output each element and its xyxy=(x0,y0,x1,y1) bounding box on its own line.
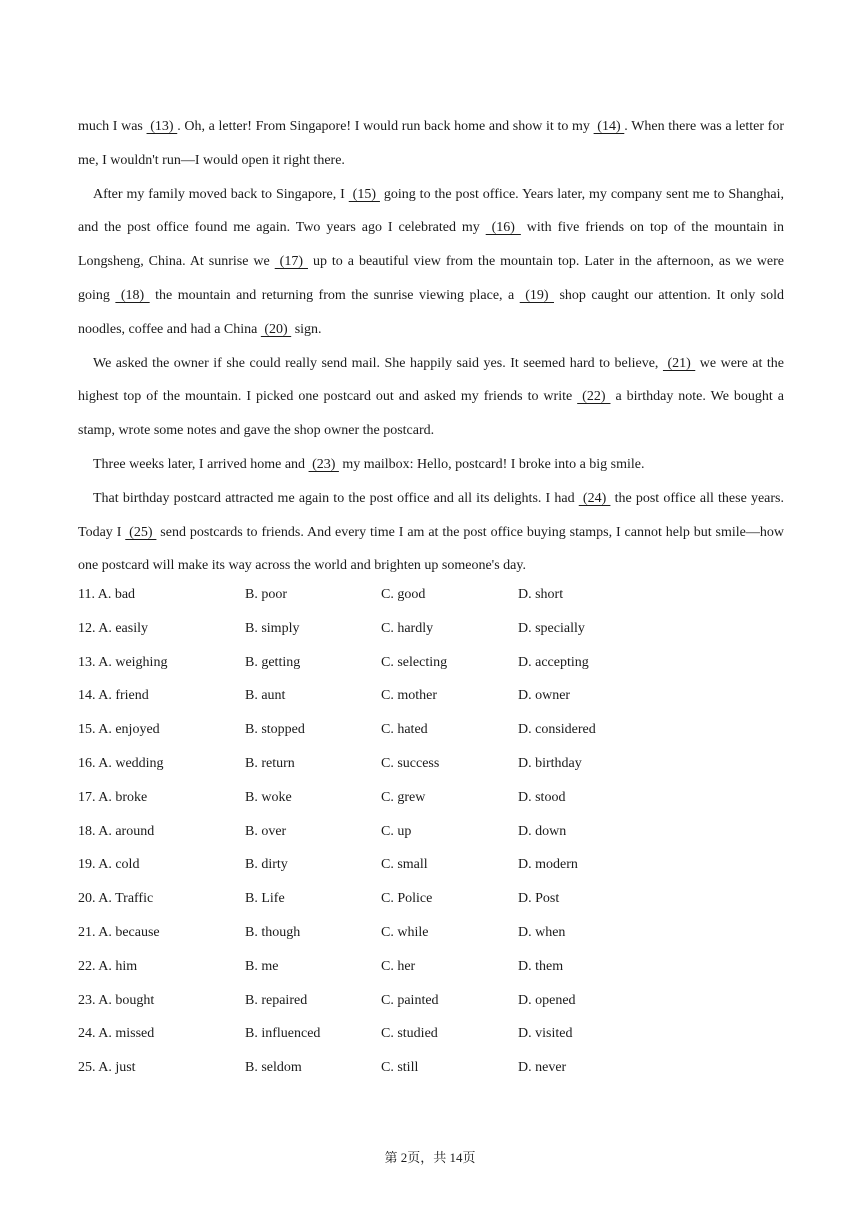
option-b: B. influenced xyxy=(245,1026,321,1042)
option-c: C. studied xyxy=(381,1026,438,1042)
question-row xyxy=(78,815,784,849)
passage-segment: After my family moved back to Singapore, I xyxy=(93,186,349,202)
option-c: C. while xyxy=(381,924,429,940)
question-number: 25. xyxy=(78,1060,96,1076)
question-number: 12. xyxy=(78,620,96,636)
blank-marker: (15) xyxy=(348,186,380,202)
option-d: D. never xyxy=(518,1060,567,1076)
option-a xyxy=(78,713,160,747)
option-a xyxy=(78,646,167,680)
option-a-text: A. broke xyxy=(98,789,148,805)
option-a-text: A. friend xyxy=(98,688,149,704)
question-row xyxy=(78,612,784,646)
option-b: B. poor xyxy=(245,587,287,602)
passage-segment: up to a beautiful view from the mountain top. Later in the afternoon, as we were going xyxy=(78,254,784,303)
passage-segment: much I was xyxy=(78,119,147,134)
question-number: 17. xyxy=(78,789,96,805)
passage-segment: going to the post office. Years later, my company sent me to Shanghai, and the post office found me again. Two years ago I celebrated my xyxy=(78,186,784,236)
passage-segment: . Oh, a letter! From Singapore! I would run back home and show it to my xyxy=(177,119,594,134)
question-row xyxy=(78,578,784,612)
blank-marker: (14) xyxy=(593,119,625,134)
option-b: B. repaired xyxy=(245,992,308,1008)
option-a-text: A. enjoyed xyxy=(98,722,160,738)
blank-marker: (17) xyxy=(274,254,308,270)
blank-marker: (21) xyxy=(662,355,696,371)
page-number: 第 2页，共 14页 xyxy=(384,1150,476,1165)
blank-marker: (13) xyxy=(146,119,178,134)
option-c: C. hardly xyxy=(381,620,434,636)
option-d: D. Post xyxy=(518,891,560,907)
option-a xyxy=(78,916,160,950)
option-b: B. though xyxy=(245,924,301,940)
paragraph-2 xyxy=(78,178,784,347)
option-a xyxy=(78,882,153,916)
passage-segment: Three weeks later, I arrived home and xyxy=(93,456,309,472)
option-b: B. aunt xyxy=(245,688,286,704)
passage-segment: we were at the highest top of the mountain. I picked one postcard out and asked my friends to write xyxy=(78,355,784,405)
question-number: 21. xyxy=(78,924,96,940)
passage-segment: We asked the owner if she could really send mail. She happily said yes. It seemed hard to believe, xyxy=(93,355,663,371)
question-number: 20. xyxy=(78,891,96,907)
option-a xyxy=(78,848,139,882)
question-row xyxy=(78,781,784,815)
option-a xyxy=(78,679,149,713)
question-row xyxy=(78,916,784,950)
option-d: D. owner xyxy=(518,688,571,704)
answer-options-list xyxy=(78,578,784,1085)
question-number: 24. xyxy=(78,1026,96,1042)
option-d: D. considered xyxy=(518,722,596,738)
blank-marker: (19) xyxy=(519,287,554,303)
option-d: D. birthday xyxy=(518,755,582,771)
option-a-text: A. easily xyxy=(98,620,148,636)
paragraph-5 xyxy=(78,482,784,583)
blank-marker: (16) xyxy=(485,220,521,236)
question-number: 23. xyxy=(78,992,96,1008)
option-a-text: A. cold xyxy=(98,857,140,873)
passage-segment: my mailbox: Hello, postcard! I broke into a big smile. xyxy=(338,456,645,472)
question-row xyxy=(78,646,784,680)
option-d: D. them xyxy=(518,958,564,974)
option-b: B. woke xyxy=(245,789,292,805)
option-a-text: A. bad xyxy=(97,587,136,602)
option-b: B. seldom xyxy=(245,1060,302,1076)
option-d: D. down xyxy=(518,823,567,839)
question-row xyxy=(78,1017,784,1051)
question-number: 19. xyxy=(78,857,96,873)
option-a xyxy=(78,781,147,815)
option-a xyxy=(78,950,137,984)
question-row xyxy=(78,679,784,713)
blank-marker: (22) xyxy=(577,389,611,405)
option-c: C. painted xyxy=(381,992,439,1008)
option-d: D. when xyxy=(518,924,566,940)
question-row xyxy=(78,848,784,882)
option-b: B. dirty xyxy=(245,857,288,873)
passage-segment: the post office all these years. Today I xyxy=(78,490,784,540)
paragraph-3 xyxy=(78,347,784,448)
option-a xyxy=(78,1017,154,1051)
passage-segment: That birthday postcard attracted me again to the post office and all its delights. I had xyxy=(93,490,579,506)
passage-segment: with five friends on top of the mountain in Longsheng, China. At sunrise we xyxy=(78,220,785,270)
option-a xyxy=(78,815,154,849)
question-number: 13. xyxy=(78,654,96,670)
blank-marker: (25) xyxy=(125,524,157,540)
option-a-text: A. weighing xyxy=(98,654,168,670)
option-d: D. specially xyxy=(518,620,585,636)
question-number: 11. xyxy=(78,587,95,602)
option-c: C. up xyxy=(381,823,412,839)
question-row xyxy=(78,984,784,1018)
option-d: D. short xyxy=(518,587,564,602)
option-d: D. opened xyxy=(518,992,576,1008)
paragraph-4 xyxy=(78,448,784,482)
question-row xyxy=(78,882,784,916)
option-c: C. still xyxy=(381,1060,419,1076)
option-a-text: A. bought xyxy=(98,992,155,1008)
blank-marker: (20) xyxy=(260,321,292,337)
option-d: D. accepting xyxy=(518,654,589,670)
option-a xyxy=(78,984,154,1018)
option-b: B. over xyxy=(245,823,287,839)
option-a-text: A. missed xyxy=(98,1026,155,1042)
passage-segment: send postcards to friends. And every time I am at the post office buying stamps, I cannot help but smile—how one postcard will make its way across the world and brighten up someone's day. xyxy=(78,524,784,574)
option-b: B. simply xyxy=(245,620,300,636)
option-a-text: A. him xyxy=(98,958,138,974)
question-number: 16. xyxy=(78,755,96,771)
question-row xyxy=(78,713,784,747)
option-a xyxy=(78,578,135,612)
option-a-text: A. just xyxy=(98,1060,136,1076)
option-b: B. stopped xyxy=(245,722,305,738)
option-b: B. return xyxy=(245,755,295,771)
blank-marker: (23) xyxy=(308,456,339,472)
question-number: 15. xyxy=(78,722,96,738)
option-c: C. her xyxy=(381,958,416,974)
question-number: 22. xyxy=(78,958,96,974)
option-b: B. me xyxy=(245,958,279,974)
option-a xyxy=(78,1051,136,1085)
question-number: 18. xyxy=(78,823,96,839)
option-a xyxy=(78,747,164,781)
blank-marker: (18) xyxy=(115,287,150,303)
passage-segment: shop caught our attention. It only sold noodles, coffee and had a China xyxy=(78,287,785,337)
passage-segment: . When there was a letter for me, I wouldn't run—I would open it right there. xyxy=(78,119,785,168)
option-c: C. grew xyxy=(381,789,426,805)
question-row xyxy=(78,1051,784,1085)
option-c: C. mother xyxy=(381,688,437,704)
option-c: C. small xyxy=(381,857,428,873)
blank-marker: (24) xyxy=(578,490,611,506)
passage-segment: sign. xyxy=(291,321,322,337)
option-b: B. getting xyxy=(245,654,301,670)
option-d: D. modern xyxy=(518,857,578,873)
option-d: D. stood xyxy=(518,789,566,805)
option-c: C. success xyxy=(381,755,440,771)
option-d: D. visited xyxy=(518,1026,573,1042)
passage-text xyxy=(78,110,784,583)
paragraph-1 xyxy=(78,110,784,178)
option-c: C. hated xyxy=(381,722,428,738)
option-a-text: A. wedding xyxy=(98,755,164,771)
option-a-text: A. around xyxy=(98,823,155,839)
option-c: C. selecting xyxy=(381,654,448,670)
option-a xyxy=(78,612,148,646)
option-b: B. Life xyxy=(245,891,285,907)
passage-segment: the mountain and returning from the sunrise viewing place, a xyxy=(149,287,520,303)
option-a-text: A. Traffic xyxy=(98,891,154,907)
passage-segment: a birthday note. We bought a stamp, wrote some notes and gave the shop owner the postcard. xyxy=(78,389,784,439)
question-row xyxy=(78,747,784,781)
option-c: C. Police xyxy=(381,891,433,907)
question-number: 14. xyxy=(78,688,96,704)
question-row xyxy=(78,950,784,984)
option-a-text: A. because xyxy=(98,924,160,940)
option-c: C. good xyxy=(381,587,426,602)
